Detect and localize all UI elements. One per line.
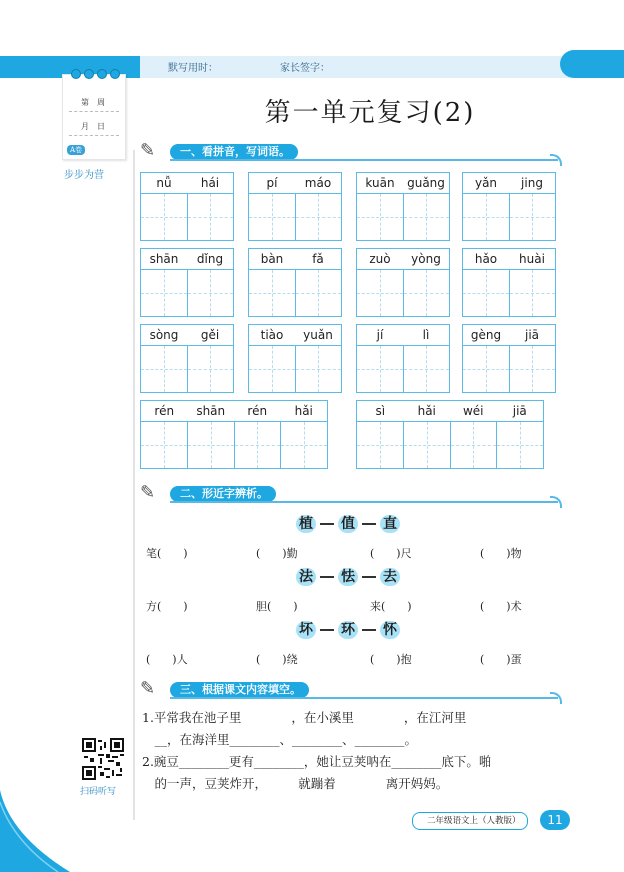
writing-box[interactable] [463, 194, 510, 240]
book-label: 二年级语文上（人教版） [412, 812, 528, 830]
pinyin-syllable: rén [247, 404, 268, 418]
writing-box[interactable] [404, 346, 450, 392]
pinyin-group [462, 324, 556, 393]
qr-code[interactable] [82, 738, 124, 780]
pinyin-row [249, 325, 341, 346]
pinyin-syllable: kuān [365, 176, 395, 190]
writing-box[interactable] [357, 422, 404, 468]
section-2-title: 二、形近字辨析。 [170, 486, 276, 502]
pinyin-syllable: guǎng [407, 176, 445, 190]
character-trio [296, 621, 400, 639]
pinyin-row [357, 173, 449, 194]
fill-blank[interactable]: 胆( ) [256, 600, 298, 613]
section-3-rule [170, 697, 558, 699]
pinyin-syllable: dǐng [196, 252, 224, 266]
section-3-header [140, 678, 560, 700]
writing-box[interactable] [451, 422, 498, 468]
pinyin-row [463, 173, 555, 194]
trio-dash [320, 523, 334, 525]
pinyin-syllable: fǎ [312, 252, 324, 266]
pinyin-syllable: shān [196, 404, 226, 418]
pinyin-row [357, 325, 449, 346]
writing-box[interactable] [296, 346, 342, 392]
pinyin-syllable: sì [375, 404, 386, 418]
writing-box[interactable] [404, 422, 451, 468]
page-title: 第一单元复习(2) [264, 98, 476, 128]
writing-box-row [249, 194, 341, 240]
pinyin-syllable: yòng [411, 252, 441, 266]
character-trio [296, 568, 400, 586]
section-1-header [140, 140, 560, 162]
writing-box[interactable] [188, 422, 235, 468]
parent-signature-label: 家长签字： [280, 63, 330, 74]
header-band-tab [560, 50, 624, 78]
binder-ring-icon [84, 69, 94, 79]
dictation-time-label: 默写用时： [168, 63, 218, 74]
trio-dash [320, 629, 334, 631]
calendar-tag: A卷 [67, 145, 85, 155]
writing-box[interactable] [510, 270, 556, 316]
writing-box[interactable] [357, 346, 404, 392]
highlight-character: 去 [380, 568, 400, 586]
writing-box[interactable] [463, 346, 510, 392]
page-number: 11 [540, 810, 570, 830]
pinyin-row [141, 401, 327, 422]
pinyin-syllable: jing [521, 176, 543, 190]
character-trio [296, 515, 400, 533]
pinyin-syllable: yǎn [474, 176, 498, 190]
pinyin-syllable: jí [376, 328, 384, 342]
section-1-title: 一、看拼音，写词语。 [170, 144, 298, 160]
section-2-header [140, 482, 560, 504]
pinyin-group [140, 172, 234, 241]
fill-blank[interactable]: ( )尺 [370, 547, 412, 560]
pinyin-row [141, 325, 233, 346]
qr-caption: 扫码听写 [80, 787, 117, 797]
pinyin-group [248, 248, 342, 317]
qr-code-icon [82, 738, 124, 780]
fill-line-4: 的一声，豆荚炸开， 就蹦着 离开妈妈。 [142, 776, 449, 791]
fill-blank[interactable]: ( )绕 [256, 653, 298, 666]
trio-dash [362, 523, 376, 525]
margin-divider [133, 150, 135, 820]
writing-box-row [141, 422, 327, 468]
calendar-divider [69, 111, 119, 112]
pinyin-group [356, 172, 450, 241]
fill-blank[interactable]: ( )术 [480, 600, 522, 613]
writing-box[interactable] [497, 422, 543, 468]
highlight-character: 植 [296, 515, 316, 533]
writing-box[interactable] [404, 194, 450, 240]
pinyin-syllable: rén [154, 404, 175, 418]
highlight-character: 环 [338, 621, 358, 639]
writing-box-row [141, 346, 233, 392]
pencil-icon: ✎ [140, 678, 156, 699]
writing-box[interactable] [357, 270, 404, 316]
writing-box-row [357, 270, 449, 316]
writing-box-row [357, 422, 543, 468]
pinyin-syllable: bàn [260, 252, 284, 266]
section-1-rule-end [550, 154, 562, 166]
writing-box[interactable] [296, 194, 342, 240]
fill-line-2: __，在海洋里________、________、________。 [142, 732, 418, 747]
pinyin-syllable: hǎi [417, 404, 436, 418]
pinyin-syllable: sòng [149, 328, 179, 342]
highlight-character: 直 [380, 515, 400, 533]
pinyin-row [463, 325, 555, 346]
writing-box-row [249, 270, 341, 316]
pinyin-group [140, 324, 234, 393]
writing-box-row [141, 194, 233, 240]
pinyin-group [462, 172, 556, 241]
writing-box[interactable] [249, 194, 296, 240]
section-1-rule [170, 159, 558, 161]
writing-box-row [357, 346, 449, 392]
writing-box[interactable] [249, 270, 296, 316]
writing-box-row [463, 346, 555, 392]
binder-ring-icon [110, 69, 120, 79]
pinyin-syllable: hǎi [294, 404, 313, 418]
section-3-rule-end [550, 692, 562, 704]
trio-dash [362, 629, 376, 631]
pinyin-syllable: gèng [470, 328, 502, 342]
writing-box-row [463, 270, 555, 316]
pinyin-syllable: yuǎn [303, 328, 333, 342]
pinyin-syllable: pí [266, 176, 278, 190]
pinyin-group [140, 248, 234, 317]
fill-line-3: 2.豌豆________更有________，她让豆荚呐在________底下。啪 [142, 754, 492, 769]
pinyin-syllable: huài [519, 252, 545, 266]
section-2-rule-end [550, 496, 562, 508]
calendar-card [62, 74, 126, 160]
calendar-week: 第 周 [81, 98, 105, 107]
fill-blank[interactable]: ( )抱 [370, 653, 412, 666]
pinyin-group [248, 172, 342, 241]
writing-box[interactable] [141, 422, 188, 468]
fill-blank[interactable]: ( )蛋 [480, 653, 522, 666]
pinyin-row [141, 173, 233, 194]
calendar-date: 月 日 [81, 122, 105, 131]
side-note: 步步为营 [64, 170, 104, 181]
trio-dash [362, 576, 376, 578]
fill-blank[interactable]: ( )物 [480, 547, 522, 560]
pinyin-group [356, 324, 450, 393]
fill-blank[interactable]: ( )人 [146, 653, 188, 666]
binder-ring-icon [97, 69, 107, 79]
writing-box[interactable] [296, 270, 342, 316]
pinyin-syllable: hái [200, 176, 220, 190]
writing-box[interactable] [404, 270, 450, 316]
binder-ring-icon [71, 69, 81, 79]
pinyin-row [357, 249, 449, 270]
pinyin-group [140, 400, 328, 469]
highlight-character: 怯 [338, 568, 358, 586]
writing-box[interactable] [463, 270, 510, 316]
pencil-icon: ✎ [140, 482, 156, 503]
fill-blank[interactable]: ( )勤 [256, 547, 298, 560]
section-3-title: 三、根据课文内容填空。 [170, 682, 309, 698]
writing-box-row [463, 194, 555, 240]
pinyin-group [462, 248, 556, 317]
corner-decoration [0, 790, 70, 872]
writing-box[interactable] [235, 422, 282, 468]
pinyin-row [141, 249, 233, 270]
writing-box[interactable] [249, 346, 296, 392]
pinyin-syllable: gěi [200, 328, 220, 342]
writing-box[interactable] [141, 194, 188, 240]
pencil-icon: ✎ [140, 140, 156, 161]
pinyin-syllable: zuò [369, 252, 391, 266]
writing-box[interactable] [510, 346, 556, 392]
writing-box[interactable] [281, 422, 327, 468]
pinyin-syllable: lì [422, 328, 430, 342]
pinyin-row [249, 249, 341, 270]
writing-box[interactable] [188, 194, 234, 240]
writing-box-row [357, 194, 449, 240]
pinyin-syllable: nǚ [156, 176, 172, 190]
writing-box-row [249, 346, 341, 392]
pinyin-syllable: hǎo [474, 252, 498, 266]
pinyin-syllable: máo [304, 176, 332, 190]
pinyin-row [249, 173, 341, 194]
pinyin-syllable: tiào [260, 328, 284, 342]
trio-dash [320, 576, 334, 578]
writing-box-row [141, 270, 233, 316]
pinyin-group [356, 400, 544, 469]
fill-blank[interactable]: 来( ) [370, 600, 412, 613]
calendar-divider [69, 135, 119, 136]
pinyin-syllable: shān [149, 252, 179, 266]
section-2-rule [170, 501, 558, 503]
pinyin-syllable: jiā [512, 404, 527, 418]
pinyin-syllable: jiā [524, 328, 540, 342]
pinyin-row [463, 249, 555, 270]
writing-box[interactable] [510, 194, 556, 240]
writing-box[interactable] [188, 270, 234, 316]
pinyin-group [356, 248, 450, 317]
pinyin-group [248, 324, 342, 393]
highlight-character: 值 [338, 515, 358, 533]
highlight-character: 怀 [380, 621, 400, 639]
fill-line-1: 1.平常我在池子里 ，在小溪里 ，在江河里 [142, 710, 467, 725]
pinyin-row [357, 401, 543, 422]
writing-box[interactable] [141, 270, 188, 316]
fill-blank[interactable]: 方( ) [146, 600, 188, 613]
fill-blank[interactable]: 笔( ) [146, 547, 188, 560]
highlight-character: 坏 [296, 621, 316, 639]
pinyin-syllable: wéi [462, 404, 484, 418]
writing-box[interactable] [188, 346, 234, 392]
writing-box[interactable] [357, 194, 404, 240]
highlight-character: 法 [296, 568, 316, 586]
writing-box[interactable] [141, 346, 188, 392]
